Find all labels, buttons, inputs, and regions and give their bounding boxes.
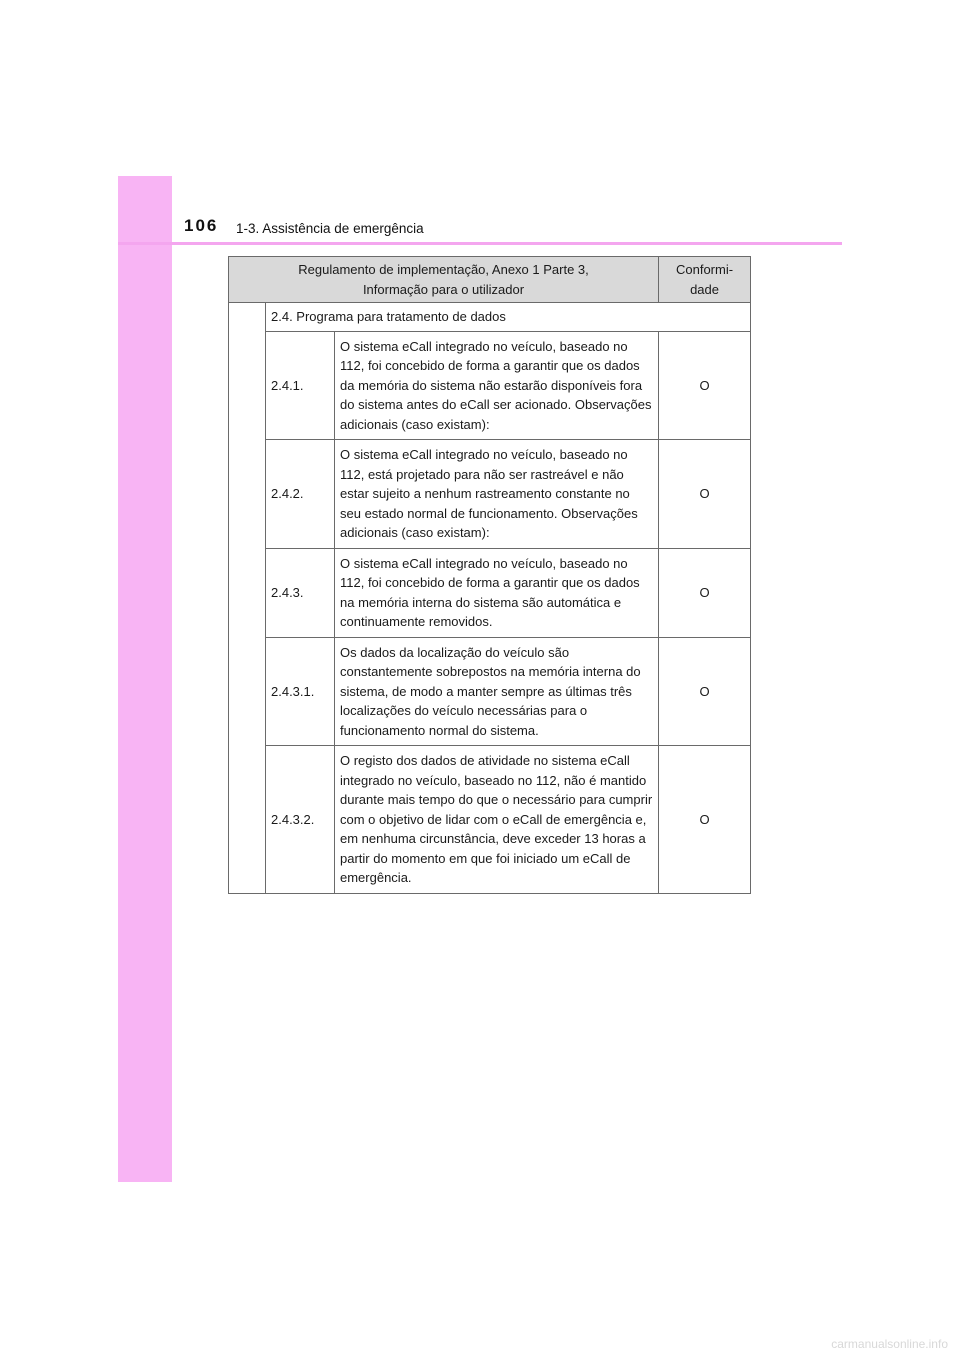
regulation-table bbox=[228, 256, 751, 894]
table-row bbox=[229, 637, 751, 746]
table-row bbox=[229, 746, 751, 894]
row-text: O registo dos dados de atividade no sistema eCall integrado no veículo, baseado no 112, não é mantido durante mais tempo do que o necessário para cumprir com o objetivo de lidar com o eCall de emergência e, em nenhuma circunstância, deve exceder 13 horas a partir do momento em que foi iniciado um eCall de emergência. bbox=[335, 746, 659, 894]
site-watermark: carmanualsonline.info bbox=[831, 1337, 948, 1351]
section-row bbox=[229, 303, 751, 332]
table-row bbox=[229, 331, 751, 440]
row-conformity: O bbox=[659, 746, 751, 894]
header-divider bbox=[118, 242, 842, 245]
sidebar-color-tab bbox=[118, 176, 172, 1182]
row-text: O sistema eCall integrado no veículo, baseado no 112, foi concebido de forma a garantir que os dados da memória do sistema não estarão disponíveis fora do sistema antes do eCall ser acionado. Observações adicionais (caso existam): bbox=[335, 331, 659, 440]
row-number: 2.4.3.1. bbox=[266, 637, 335, 746]
row-text: O sistema eCall integrado no veículo, baseado no 112, está projetado para não ser rastreável e não estar sujeito a nenhum rastreamento constante no seu estado normal de funcionamento. Observações adicionais (caso existam): bbox=[335, 440, 659, 549]
column-header-conformity: Conformi- dade bbox=[659, 257, 751, 303]
indent-cell bbox=[229, 303, 266, 894]
row-conformity: O bbox=[659, 331, 751, 440]
section-title: 1-3. Assistência de emergência bbox=[236, 221, 424, 236]
section-heading: 2.4. Programa para tratamento de dados bbox=[266, 303, 751, 332]
row-conformity: O bbox=[659, 440, 751, 549]
row-conformity: O bbox=[659, 637, 751, 746]
row-text: Os dados da localização do veículo são constantemente sobrepostos na memória interna do sistema, de modo a manter sempre as últimas três localizações do veículo necessárias para o funcionamento normal do sistema. bbox=[335, 637, 659, 746]
row-text: O sistema eCall integrado no veículo, baseado no 112, foi concebido de forma a garantir que os dados na memória interna do sistema são automática e continuamente removidos. bbox=[335, 548, 659, 637]
row-number: 2.4.1. bbox=[266, 331, 335, 440]
row-number: 2.4.2. bbox=[266, 440, 335, 549]
table-row bbox=[229, 440, 751, 549]
column-header-regulation: Regulamento de implementação, Anexo 1 Parte 3, Informação para o utilizador bbox=[229, 257, 659, 303]
table-header-row bbox=[229, 257, 751, 303]
row-number: 2.4.3.2. bbox=[266, 746, 335, 894]
page-number: 106 bbox=[184, 216, 219, 235]
row-number: 2.4.3. bbox=[266, 548, 335, 637]
row-conformity: O bbox=[659, 548, 751, 637]
table-row bbox=[229, 548, 751, 637]
